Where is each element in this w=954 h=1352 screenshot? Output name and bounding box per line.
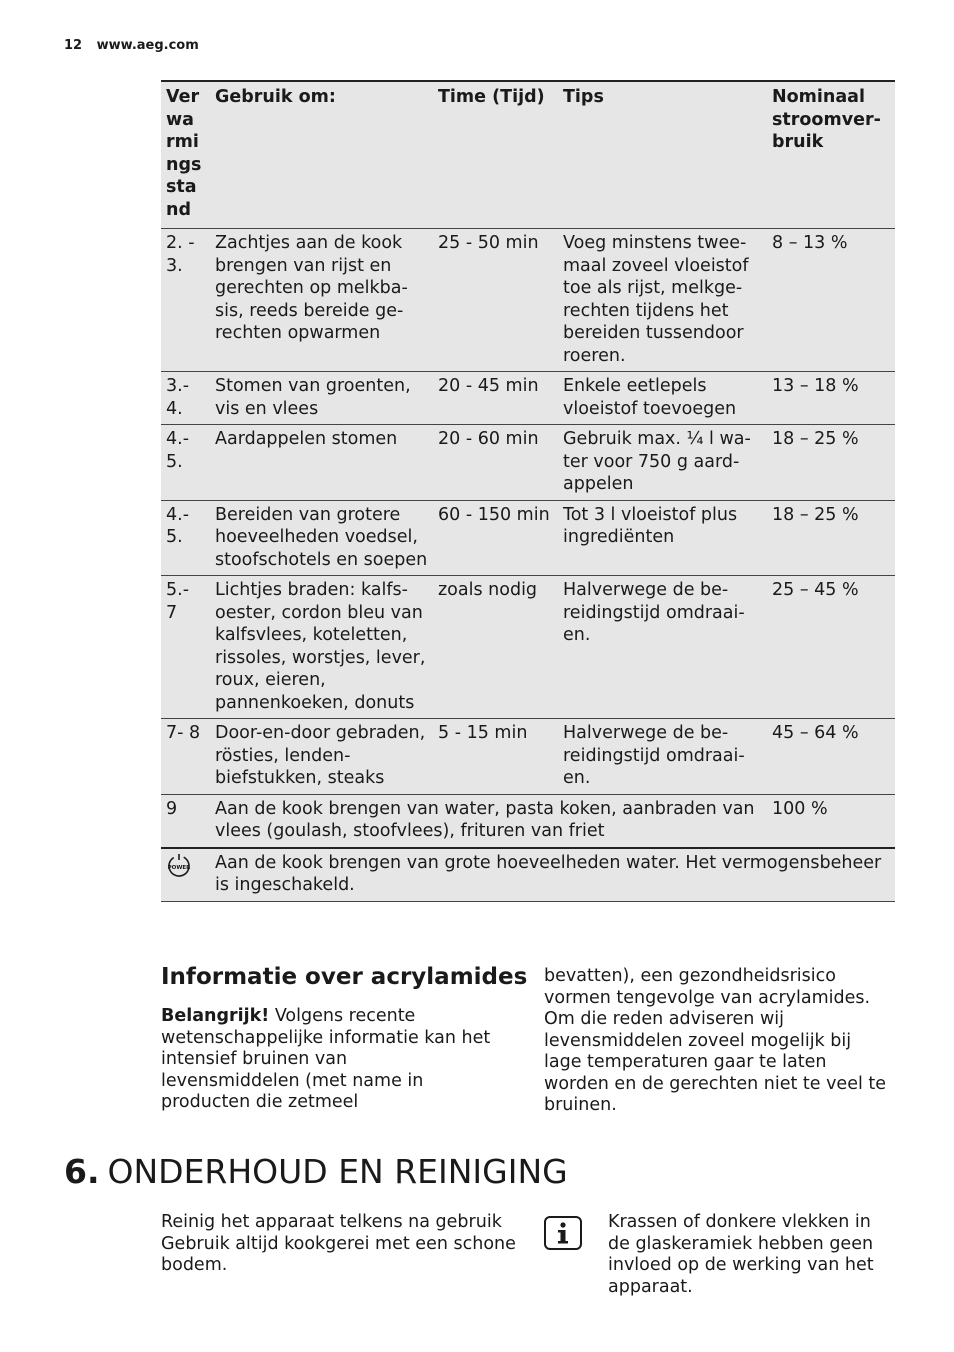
cell-time: 20 - 45 min (438, 376, 539, 396)
cell-use: Aardappelen stomen (215, 429, 398, 449)
cell-level: 3.- 4. (166, 376, 190, 419)
cell-time: 5 - 15 min (438, 723, 528, 743)
cell-power: 100 % (772, 798, 828, 819)
power-icon-label: POWER (167, 864, 191, 871)
cooking-table (161, 80, 895, 902)
table-row (161, 229, 895, 372)
cell-use: Door-en-door gebraden, rösties, lendenbiefstukken, steaks (215, 723, 426, 788)
acrylamide-heading: Informatie over acrylamides (161, 964, 528, 990)
chapter-number: 6. (64, 1152, 100, 1191)
acrylamide-text-left (161, 1006, 491, 1114)
chapter-name: ONDERHOUD EN REINIGING (107, 1152, 568, 1191)
header-level: Ver wa rmi ngs sta nd (166, 87, 202, 220)
table-row (161, 576, 895, 719)
cell-tips: Tot 3 l vloeistof plus ingrediënten (563, 504, 738, 547)
cell-level: 4.- 5. (166, 429, 190, 472)
care-text-left: Reinig het apparaat telkens na gebruik Gebruik altijd kookgerei met een schone bodem. (161, 1212, 516, 1275)
cell-level: 2. - 3. (166, 233, 195, 276)
cell-level: 7- 8 (166, 723, 201, 743)
cell-time: 60 - 150 min (438, 504, 550, 525)
chapter-title (64, 1152, 568, 1191)
cell-level (161, 848, 210, 902)
site-url: www.aeg.com (96, 38, 199, 53)
cell-power: 13 – 18 % (772, 376, 859, 396)
cell-time: zoals nodig (438, 580, 538, 600)
header-tips: Tips (563, 87, 604, 107)
cell-power: 18 – 25 % (772, 504, 859, 525)
info-icon (543, 1215, 583, 1251)
care-text-right: Krassen of donkere vlekken in de glaskeramiek hebben geen invloed op de werking van het apparaat. (608, 1212, 874, 1297)
cell-use: Aan de kook brengen van grote hoeveelheden water. Het vermogensbeheer is ingeschakeld. (215, 852, 882, 895)
cell-tips: Voeg minstens tweemaal zoveel vloeistof toe als rijst, melkgerechten tijdens het bereiden tussendoor roeren. (563, 233, 749, 366)
cell-use: Stomen van groenten, vis en vlees (215, 376, 411, 419)
cell-time: 25 - 50 min (438, 233, 539, 253)
cell-tips: Halverwege de bereidingstijd omdraaien. (563, 580, 745, 645)
header-use: Gebruik om: (215, 87, 336, 107)
table-row (161, 719, 895, 795)
table-row (161, 372, 895, 425)
table-row (161, 794, 895, 848)
cell-power: 45 – 64 % (772, 723, 859, 743)
cell-power: 18 – 25 % (772, 429, 859, 449)
cell-use: Aan de kook brengen van water, pasta koken, aanbraden van vlees (goulash, stoofvlees), frituren van friet (215, 798, 755, 841)
cell-tips: Halverwege de bereidingstijd omdraaien. (563, 723, 745, 788)
cell-power: 25 – 45 % (772, 580, 859, 600)
cell-tips: Enkele eetlepels vloeistof toevoegen (563, 376, 737, 419)
important-label: Belangrijk! (161, 1006, 270, 1026)
cell-use: Zachtjes aan de kook brengen van rijst en gerechten op melkbasis, reeds bereide gerechten opwarmen (215, 233, 408, 343)
header-time: Time (Tijd) (438, 87, 545, 107)
cell-level: 4.- 5. (166, 504, 190, 547)
table-row (161, 500, 895, 576)
cell-time: 20 - 60 min (438, 429, 539, 449)
table-row (161, 425, 895, 501)
cell-level: 5.- 7 (166, 580, 190, 623)
page-header (64, 38, 199, 53)
table-row (161, 848, 895, 902)
cell-use: Lichtjes braden: kalfsoester, cordon bleu van kalfsvlees, koteletten, rissoles, worstjes, lever, roux, eieren, pannenkoeken, donuts (215, 580, 426, 713)
acrylamide-text-a: Volgens recente wetenschappelijke informatie kan het intensief bruinen van levensmiddelen (met name in producten die zetmeel (161, 1006, 491, 1112)
cell-power: 8 – 13 % (772, 233, 848, 253)
cell-use: Bereiden van grotere hoeveelheden voedsel, stoofschotels en soepen (215, 504, 428, 570)
page-number: 12 (64, 38, 83, 53)
cell-level: 9 (166, 798, 178, 819)
table-header-row (161, 81, 895, 229)
header-power: Nominaal stroomverbruik (772, 87, 881, 152)
power-icon (166, 852, 192, 878)
acrylamide-text-right: bevatten), een gezondheidsrisico vormen tengevolge van acrylamides. Om die reden adviseren wij levensmiddelen zoveel mogelijk bij lage temperaturen gaar te laten worden en de gerechten niet te veel te bruinen. (544, 966, 887, 1115)
cell-tips: Gebruik max. ¼ l water voor 750 g aardappelen (563, 429, 751, 494)
